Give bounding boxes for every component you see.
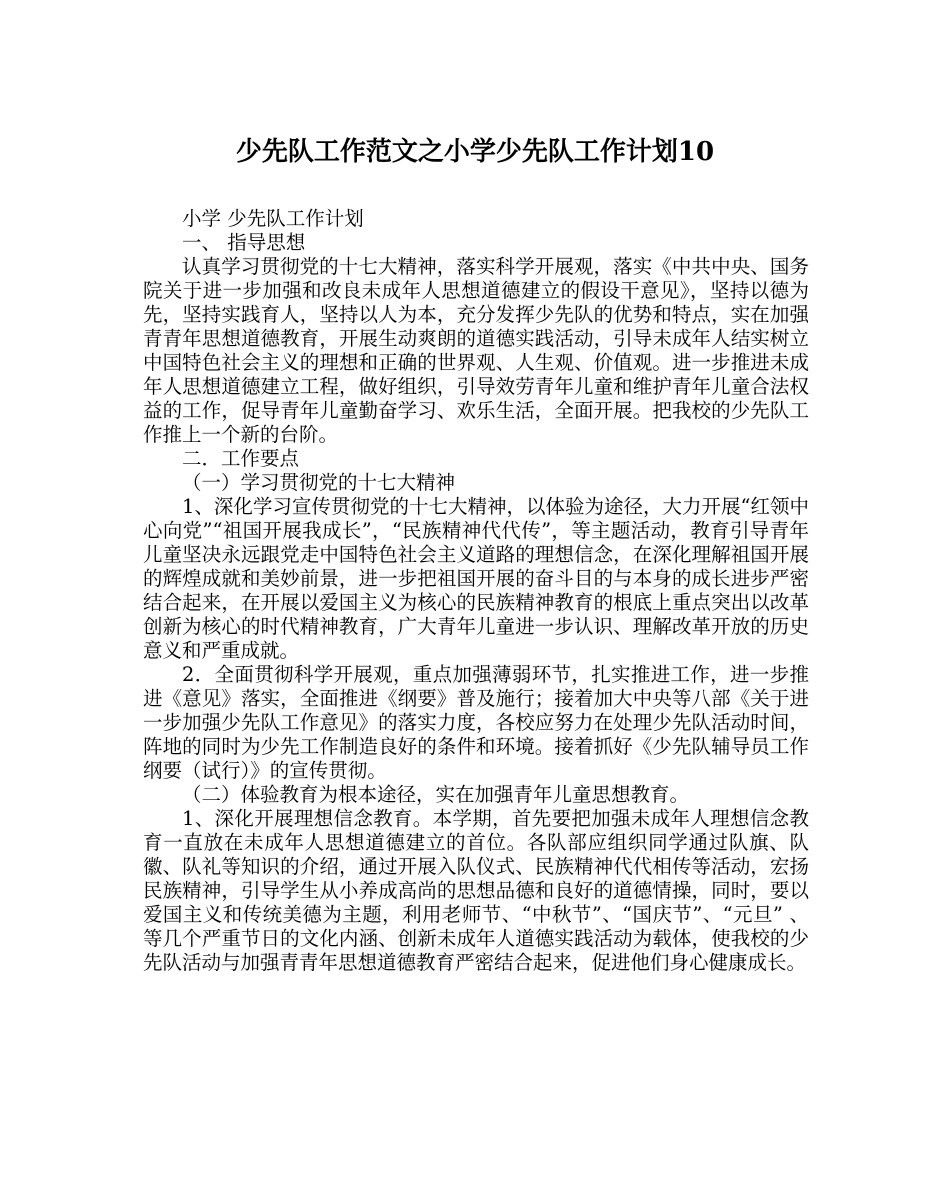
paragraph-item-2: 2．全面贯彻科学开展观，重点加强薄弱环节，扎实推进工作，进一步推进《意见》落实，全面推进《纲要》普及施行；接着加大中央等八部《关于进一步加强少先队工作意见》的落实力度，各校应努力在处理少先队活动时间，阵地的同时为少先工作制造良好的条件和环境。接着抓好《少先队辅导员工作纲要（试行）》的宣传贯彻。	[143, 663, 809, 782]
paragraph-item-1: 1、深化学习宣传贯彻党的十七大精神，以体验为途径，大力开展“红领中心向党”“祖国开展我成长”，“民族精神代代传”，等主题活动，教育引导青年儿童坚决永远跟党走中国特色社会主义道路的理想信念，在深化理解祖国开展的辉煌成就和美妙前景，进一步把祖国开展的奋斗目的与本身的成长进步严密结合起来，在开展以爱国主义为核心的民族精神教育的根底上重点突出以改革创新为核心的时代精神教育，广大青年儿童进一步认识、理解改革开放的历史意义和严重成就。	[143, 495, 809, 662]
subsection-heading-1: （一）学习贯彻党的十七大精神	[182, 471, 456, 494]
document-body	[143, 207, 809, 975]
subsection-heading-2: （二）体验教育为根本途径，实在加强青年儿童思想教育。	[182, 783, 690, 806]
subtitle-line: 小学 少先队工作计划	[182, 207, 364, 230]
document-title: 少先队工作范文之小学少先队工作计划10	[235, 137, 715, 167]
paragraph-item-3: 1、深化开展理想信念教育。本学期，首先要把加强未成年人理想信念教育一直放在未成年人思想道德建立的首位。各队部应组织同学通过队旗、队徽、队礼等知识的介绍，通过开展入队仪式、民族精神代代相传等活动，宏扬民族精神，引导学生从小养成高尚的思想品德和良好的道德情操，同时，要以爱国主义和传统美德为主题，利用老师节、“中秋节”、“国庆节”、“元旦” 、等几个严重节日的文化内涵、创新未成年人道德实践活动为载体，使我校的少先队活动与加强青青年思想道德教育严密结合起来，促进他们身心健康成长。	[143, 807, 809, 974]
section-heading-guiding-ideology: 一、 指导思想	[182, 231, 306, 254]
paragraph-guiding-ideology: 认真学习贯彻党的十七大精神，落实科学开展观，落实《中共中央、国务院关于进一步加强和改良未成年人思想道德建立的假设干意见》，坚持以德为先，坚持实践育人，坚持以人为本，充分发挥少先队的优势和特点，实在加强青青年思想道德教育，开展生动爽朗的道德实践活动，引导未成年人结实树立中国特色社会主义的理想和正确的世界观、人生观、价值观。进一步推进未成年人思想道德建立工程，做好组织，引导效劳青年儿童和维护青年儿童合法权益的工作，促导青年儿童勤奋学习、欢乐生活，全面开展。把我校的少先队工作推上一个新的台阶。	[143, 255, 809, 446]
section-heading-work-points: 二．工作要点	[182, 447, 300, 470]
